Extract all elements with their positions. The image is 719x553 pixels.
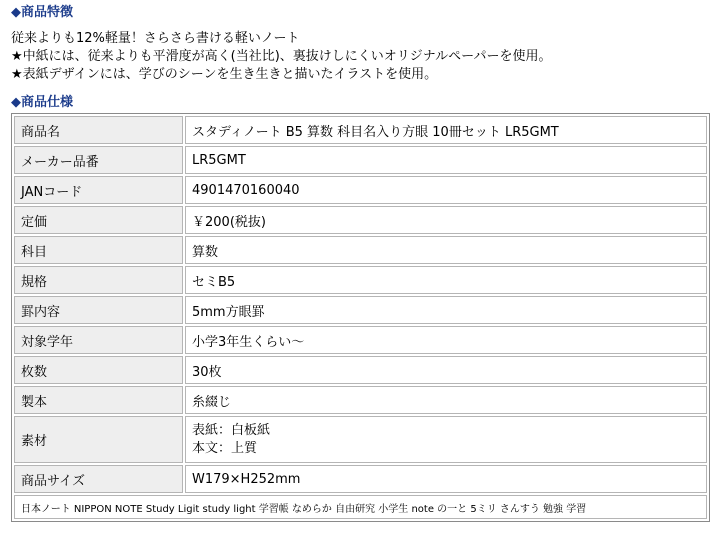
table-row [14, 465, 707, 493]
table-row [14, 326, 707, 354]
spec-value-multiline [185, 416, 707, 463]
features-description [11, 30, 552, 84]
spec-label: 科目 [14, 236, 183, 264]
spec-value: LR5GMT [185, 146, 707, 174]
spec-label: JANコード [14, 176, 183, 204]
spec-label: 規格 [14, 266, 183, 294]
feature-line: 従来よりも12%軽量！さらさら書ける軽いノート [11, 31, 300, 46]
spec-label: 商品サイズ [14, 465, 183, 493]
table-row [14, 146, 707, 174]
spec-label: 製本 [14, 386, 183, 414]
spec-label: 定価 [14, 206, 183, 234]
spec-value-line: 本文：上質 [192, 440, 258, 456]
spec-value: スタディノート B5 算数 科目名入り方眼 10冊セット LR5GMT [185, 116, 707, 144]
specs-heading: ◆商品仕様 [11, 95, 73, 110]
table-row [14, 416, 707, 463]
spec-value: セミB5 [185, 266, 707, 294]
spec-label: メーカー品番 [14, 146, 183, 174]
spec-label: 対象学年 [14, 326, 183, 354]
feature-line: ★表紙デザインには、学びのシーンを生き生きと描いたイラストを使用。 [11, 67, 438, 82]
spec-value: 糸綴じ [185, 386, 707, 414]
feature-line: ★中紙には、従来よりも平滑度が高く(当社比)、裏抜けしにくいオリジナルペーパーを使用。 [11, 49, 552, 64]
features-heading: ◆商品特徴 [11, 5, 73, 20]
table-row [14, 296, 707, 324]
spec-value: 5mm方眼罫 [185, 296, 707, 324]
spec-value: 30枚 [185, 356, 707, 384]
spec-value: W179×H252mm [185, 465, 707, 493]
spec-table [11, 113, 710, 522]
spec-value: 算数 [185, 236, 707, 264]
spec-value: ￥200(税抜) [185, 206, 707, 234]
table-row [14, 266, 707, 294]
spec-value: 4901470160040 [185, 176, 707, 204]
spec-label: 商品名 [14, 116, 183, 144]
keyword-row [14, 495, 707, 519]
spec-label: 罫内容 [14, 296, 183, 324]
table-row [14, 386, 707, 414]
spec-label: 素材 [14, 416, 183, 463]
spec-label: 枚数 [14, 356, 183, 384]
table-row [14, 236, 707, 264]
spec-value-line: 表紙：白板紙 [192, 422, 271, 438]
table-row [14, 116, 707, 144]
table-row [14, 206, 707, 234]
table-row [14, 356, 707, 384]
table-row [14, 176, 707, 204]
keywords-text: 日本ノート NIPPON NOTE Study Ligit study light 学習帳 なめらか 自由研究 小学生 note の一と 5ミリ さんすう 勉強 学習 [14, 495, 707, 519]
spec-value: 小学3年生くらい〜 [185, 326, 707, 354]
